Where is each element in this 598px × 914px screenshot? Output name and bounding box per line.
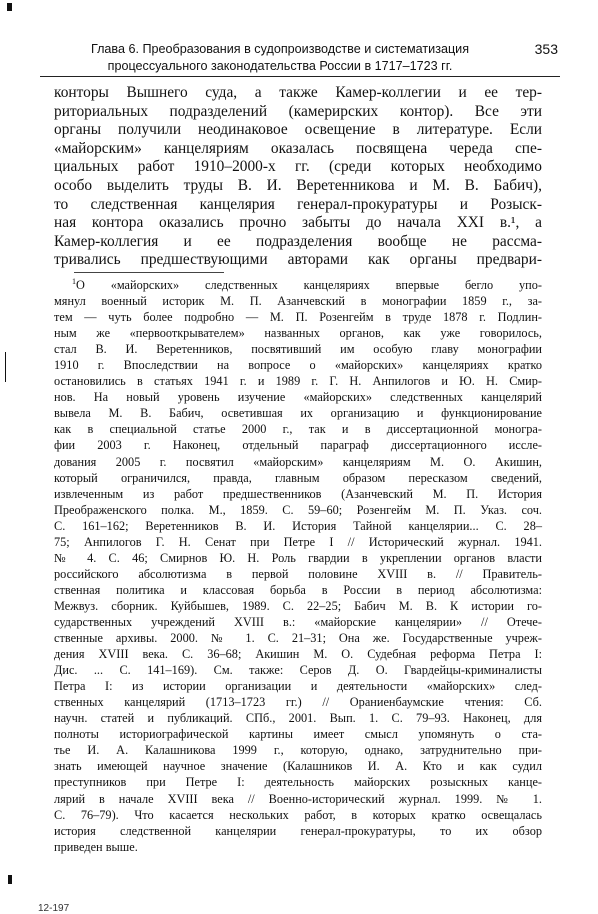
- footnote-line: Дис. ... С. 141–169). См. также: Серов Д. О. Гвардейцы-криминалисты: [54, 663, 542, 678]
- footnote-line: полноты историографической картины имеет смысл упомянуть о ста-: [54, 727, 542, 742]
- footnote-line: Преображенского полка. М., 1859. С. 59–60; Розенгейм М. П. Указ. соч.: [54, 502, 542, 517]
- footnote-line: дования 2005 г. посвятил «майорским» канцеляриям М. О. Акишин,: [54, 454, 542, 469]
- footnote-line: ственных канцелярий (1713–1723 гг.) // Ораниенбаумские чтения: Сб.: [54, 695, 542, 710]
- footnote-line: ственная политика и классовая борьба в России в период абсолютизма:: [54, 582, 542, 597]
- footnote-line: тем — чуть более подробно — М. П. Розенгейм в труде 1878 г. Подлин-: [54, 310, 542, 325]
- footnote-line: С. 76–79). Что касается нескольких работ, в которых кратко освещалась: [54, 807, 542, 822]
- footnote-line: 75; Анпилогов Г. Н. Сенат при Петре I // Исторический журнал. 1941.: [54, 534, 542, 549]
- main-text: [54, 84, 542, 270]
- footnote: [54, 277, 542, 855]
- footnote-line: дения XVIII века. С. 36–68; Акишин М. О. Судебная реформа Петра I:: [54, 647, 542, 662]
- chapter-title: [75, 41, 485, 75]
- footnote-line: остановились в статьях 1941 г. и 1989 г. Г. Н. Анпилогов и Ю. Н. Смир-: [54, 374, 542, 389]
- page-number: 353: [534, 41, 558, 57]
- footnote-line: № 4. С. 46; Смирнов Ю. Н. Роль гвардии в укреплении органов власти: [54, 550, 542, 565]
- signature-mark: 12-197: [38, 903, 70, 914]
- footnote-line-first: [54, 277, 542, 293]
- footnote-line: сударственных учреждений XVIII в.: «майорские канцелярии» // Отече-: [54, 614, 542, 629]
- footnote-line: ственные архивы. 2000. № 1. С. 21–31; Она же. Государственные учреж-: [54, 631, 542, 646]
- body-line: особо выделить труды В. И. Веретенникова и М. В. Бабич),: [54, 176, 542, 194]
- footnote-line: вывела М. В. Бабич, осветившая их организацию и функционирование: [54, 406, 542, 421]
- scan-mark-bottom: [8, 875, 12, 884]
- footnote-line: Петра I: из истории организации и деятельности «майорских» след-: [54, 679, 542, 694]
- footnote-line: история следственной канцелярии генерал-прокуратуры, то их обзор: [54, 823, 542, 838]
- footnote-line: фии 2003 г. Наконец, отдельный параграф диссертационного иссле-: [54, 438, 542, 453]
- footnote-line: Межвуз. сборник. Куйбышев, 1989. С. 22–25; Бабич М. В. К истории го-: [54, 598, 542, 613]
- footnote-line: который ограничился, правда, главным образом пересказом сведений,: [54, 470, 542, 485]
- body-line: «майорским» канцеляриям оказалась посвящена череда спе-: [54, 139, 542, 157]
- scan-mark-margin: [5, 352, 6, 382]
- footnote-line: С. 161–162; Веретенников В. И. История Тайной канцелярии... С. 28–: [54, 518, 542, 533]
- footnote-line: стал В. И. Веретенников, посвятивший им особую главу монографии: [54, 342, 542, 357]
- footnote-line: тье И. А. Калашникова 1999 г., которую, однако, затруднительно при-: [54, 743, 542, 758]
- body-line: ная контора оказались прочно забыты до начала XXI в.¹, а: [54, 214, 542, 232]
- body-line: конторы Вышнего суда, а также Камер-коллегии и ее тер-: [54, 84, 542, 101]
- body-line: то следственная канцелярия генерал-прокуратуры и Розыск-: [54, 195, 542, 213]
- footnote-line: приведен выше.: [54, 839, 138, 854]
- body-line: Камер-коллегия и ее подразделения вообще не рассма-: [54, 232, 542, 250]
- footnote-rule: [74, 272, 224, 273]
- footnote-line: российского абсолютизма в первой половине XVIII в. // Правитель-: [54, 566, 542, 581]
- footnote-line-text: О «майорских» следственных канцеляриях впервые бегло упо-: [76, 278, 542, 292]
- running-header: [40, 40, 560, 77]
- chapter-title-line-2: процессуального законодательства России в 1717–1723 гг.: [107, 59, 453, 73]
- footnote-line: 1910 г. Впоследствии на вопросе о «майорских» канцеляриях кратко: [54, 358, 542, 373]
- footnote-line: ным же «первооткрывателем» названных органов, как уже говорилось,: [54, 326, 542, 341]
- body-line: органы получили неодинаковое освещение в литературе. Если: [54, 121, 542, 139]
- footnote-line: извлеченным из работ предшественников (Азанчевский М. П. История: [54, 486, 542, 501]
- footnote-line: знать имеющей научное значение (Калашников И. А. Кто и как судил: [54, 759, 542, 774]
- footnote-line: лярий в начале XVIII века // Военно-исторический журнал. 1999. № 1.: [54, 791, 542, 806]
- footnote-line: нов. На новый уровень изучение «майорских» следственных канцелярий: [54, 390, 542, 405]
- footnote-line: научн. статей и публикаций. СПб., 2001. Вып. 1. С. 79–93. Наконец, для: [54, 711, 542, 726]
- footnote-line: преступников при Петре I: деятельность майорских розыскных канце-: [54, 775, 542, 790]
- footnote-marker: 1: [72, 276, 76, 286]
- scan-mark-top: [7, 3, 12, 11]
- body-line: тривались предшествующими авторами как органы предвари-: [54, 251, 542, 269]
- body-line: риториальных подразделений (камерирских контор). Все эти: [54, 102, 542, 120]
- body-line: циальных работ 1910–2000-х гг. (среди которых необходимо: [54, 158, 542, 176]
- chapter-title-line-1: Глава 6. Преобразования в судопроизводстве и систематизация: [90, 42, 470, 56]
- footnote-line: мянул военный историк М. П. Азанчевский в монографии 1859 г., за-: [54, 294, 542, 309]
- footnote-line: как в специальной статье 2000 г., так и в диссертационной моногра-: [54, 422, 542, 437]
